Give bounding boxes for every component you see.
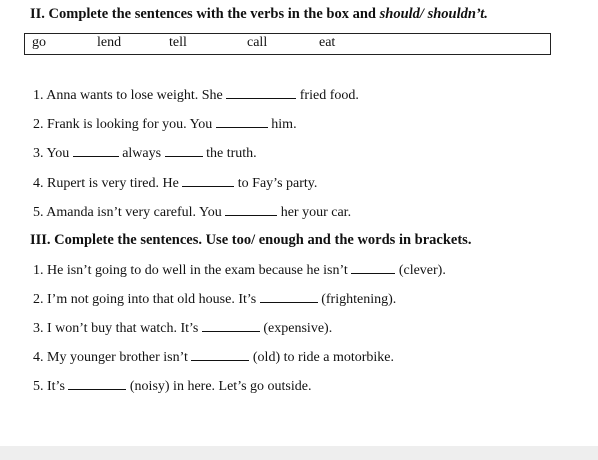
sentence-2-2 [33, 115, 297, 133]
answer-blank[interactable] [191, 348, 249, 361]
sentence-3-4 [33, 348, 394, 366]
answer-blank[interactable] [182, 174, 234, 187]
sentence-text: 4. Rupert is very tired. He [33, 176, 179, 191]
sentence-3-1 [33, 261, 446, 279]
answer-blank[interactable] [73, 144, 119, 157]
sentence-text: 2. I’m not going into that old house. It’s [33, 292, 257, 307]
section-2-title: II. Complete the sentences with the verbs in the box and [30, 6, 376, 22]
sentence-2-1 [33, 86, 359, 104]
answer-blank[interactable] [226, 86, 296, 99]
sentence-3-5 [33, 377, 311, 395]
sentence-3-3 [33, 319, 332, 337]
sentence-text: (expensive). [263, 321, 333, 336]
answer-blank[interactable] [260, 290, 318, 303]
sentence-text: 3. You [33, 146, 70, 161]
sentence-text: (frightening). [321, 292, 397, 307]
sentence-2-3 [33, 144, 257, 162]
sentence-text: 5. Amanda isn’t very careful. You [33, 205, 222, 220]
answer-blank[interactable] [165, 144, 203, 157]
sentence-text: the truth. [206, 146, 257, 161]
sentence-2-5 [33, 203, 351, 221]
answer-blank[interactable] [68, 377, 126, 390]
verb-box-word: eat [319, 35, 336, 50]
verb-box-word: tell [169, 35, 187, 50]
page-bottom-margin [0, 446, 598, 460]
verb-box [24, 33, 551, 55]
answer-blank[interactable] [351, 261, 395, 274]
sentence-text: (old) to ride a motorbike. [252, 350, 395, 365]
sentence-text: her your car. [280, 205, 352, 220]
sentence-text: 1. Anna wants to lose weight. She [33, 88, 223, 103]
section-3-heading: III. Complete the sentences. Use too/ enough and the words in brackets. [30, 232, 472, 248]
answer-blank[interactable] [225, 203, 277, 216]
verb-box-word: lend [97, 35, 122, 50]
section-2-heading [30, 6, 488, 23]
sentence-2-4 [33, 174, 317, 192]
sentence-text: fried food. [299, 88, 359, 103]
sentence-text: 4. My younger brother isn’t [33, 350, 188, 365]
verb-box-word: go [32, 35, 46, 50]
section-2-title-emphasis: should/ shouldn’t. [379, 6, 488, 22]
sentence-text: 5. It’s [33, 379, 65, 394]
sentence-text: him. [271, 117, 297, 132]
sentence-text: (clever). [398, 263, 446, 278]
verb-box-word: call [247, 35, 268, 50]
sentence-text: (noisy) in here. Let’s go outside. [129, 379, 312, 394]
sentence-text: always [122, 146, 162, 161]
answer-blank[interactable] [216, 115, 268, 128]
sentence-text: 2. Frank is looking for you. You [33, 117, 213, 132]
answer-blank[interactable] [202, 319, 260, 332]
sentence-text: 1. He isn’t going to do well in the exam because he isn’t [33, 263, 348, 278]
sentence-text: to Fay’s party. [237, 176, 318, 191]
sentence-text: 3. I won’t buy that watch. It’s [33, 321, 199, 336]
sentence-3-2 [33, 290, 396, 308]
